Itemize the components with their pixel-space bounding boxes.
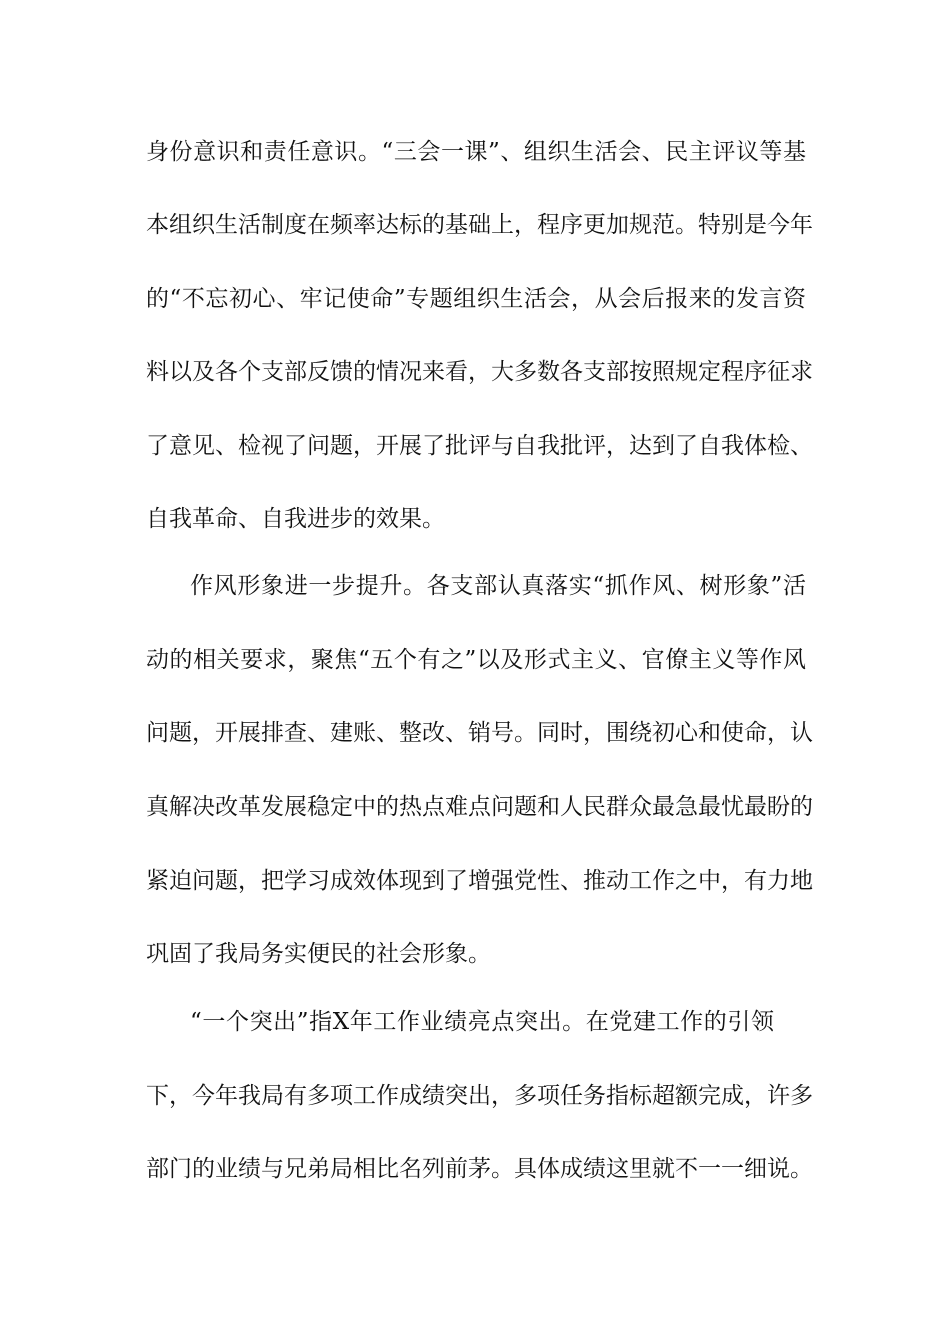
- paragraph-line: 自我革命、自我进步的效果。: [146, 506, 445, 532]
- paragraph-line: 下，今年我局有多项工作成绩突出，多项任务指标超额完成，许多: [146, 1083, 813, 1109]
- paragraph-line: 巩固了我局务实便民的社会形象。: [146, 941, 491, 967]
- paragraph-line: 真解决改革发展稳定中的热点难点问题和人民群众最急最忧最盼的: [146, 794, 813, 820]
- paragraph-line: 身份意识和责任意识。“三会一课”、组织生活会、民主评议等基: [146, 139, 806, 165]
- paragraph-first-line: “一个突出”指X年工作业绩亮点突出。在党建工作的引领: [190, 1009, 774, 1035]
- paragraph-line: 部门的业绩与兄弟局相比名列前茅。具体成绩这里就不一一细说。: [146, 1156, 813, 1182]
- paragraph-line: 料以及各个支部反馈的情况来看，大多数各支部按照规定程序征求: [146, 359, 813, 385]
- paragraph-line: 问题，开展排查、建账、整改、销号。同时，围绕初心和使命，认: [146, 720, 813, 746]
- paragraph-first-line: 作风形象进一步提升。各支部认真落实“抓作风、树形象”活: [190, 573, 806, 599]
- paragraph-line: 的“不忘初心、牢记使命”专题组织生活会，从会后报来的发言资: [146, 286, 806, 312]
- paragraph-line: 动的相关要求，聚焦“五个有之”以及形式主义、官僚主义等作风: [146, 647, 806, 673]
- paragraph-line: 紧迫问题，把学习成效体现到了增强党性、推动工作之中，有力地: [146, 868, 813, 894]
- paragraph-line: 了意见、检视了问题，开展了批评与自我批评，达到了自我体检、: [146, 433, 813, 459]
- paragraph-line: 本组织生活制度在频率达标的基础上，程序更加规范。特别是今年: [146, 212, 813, 238]
